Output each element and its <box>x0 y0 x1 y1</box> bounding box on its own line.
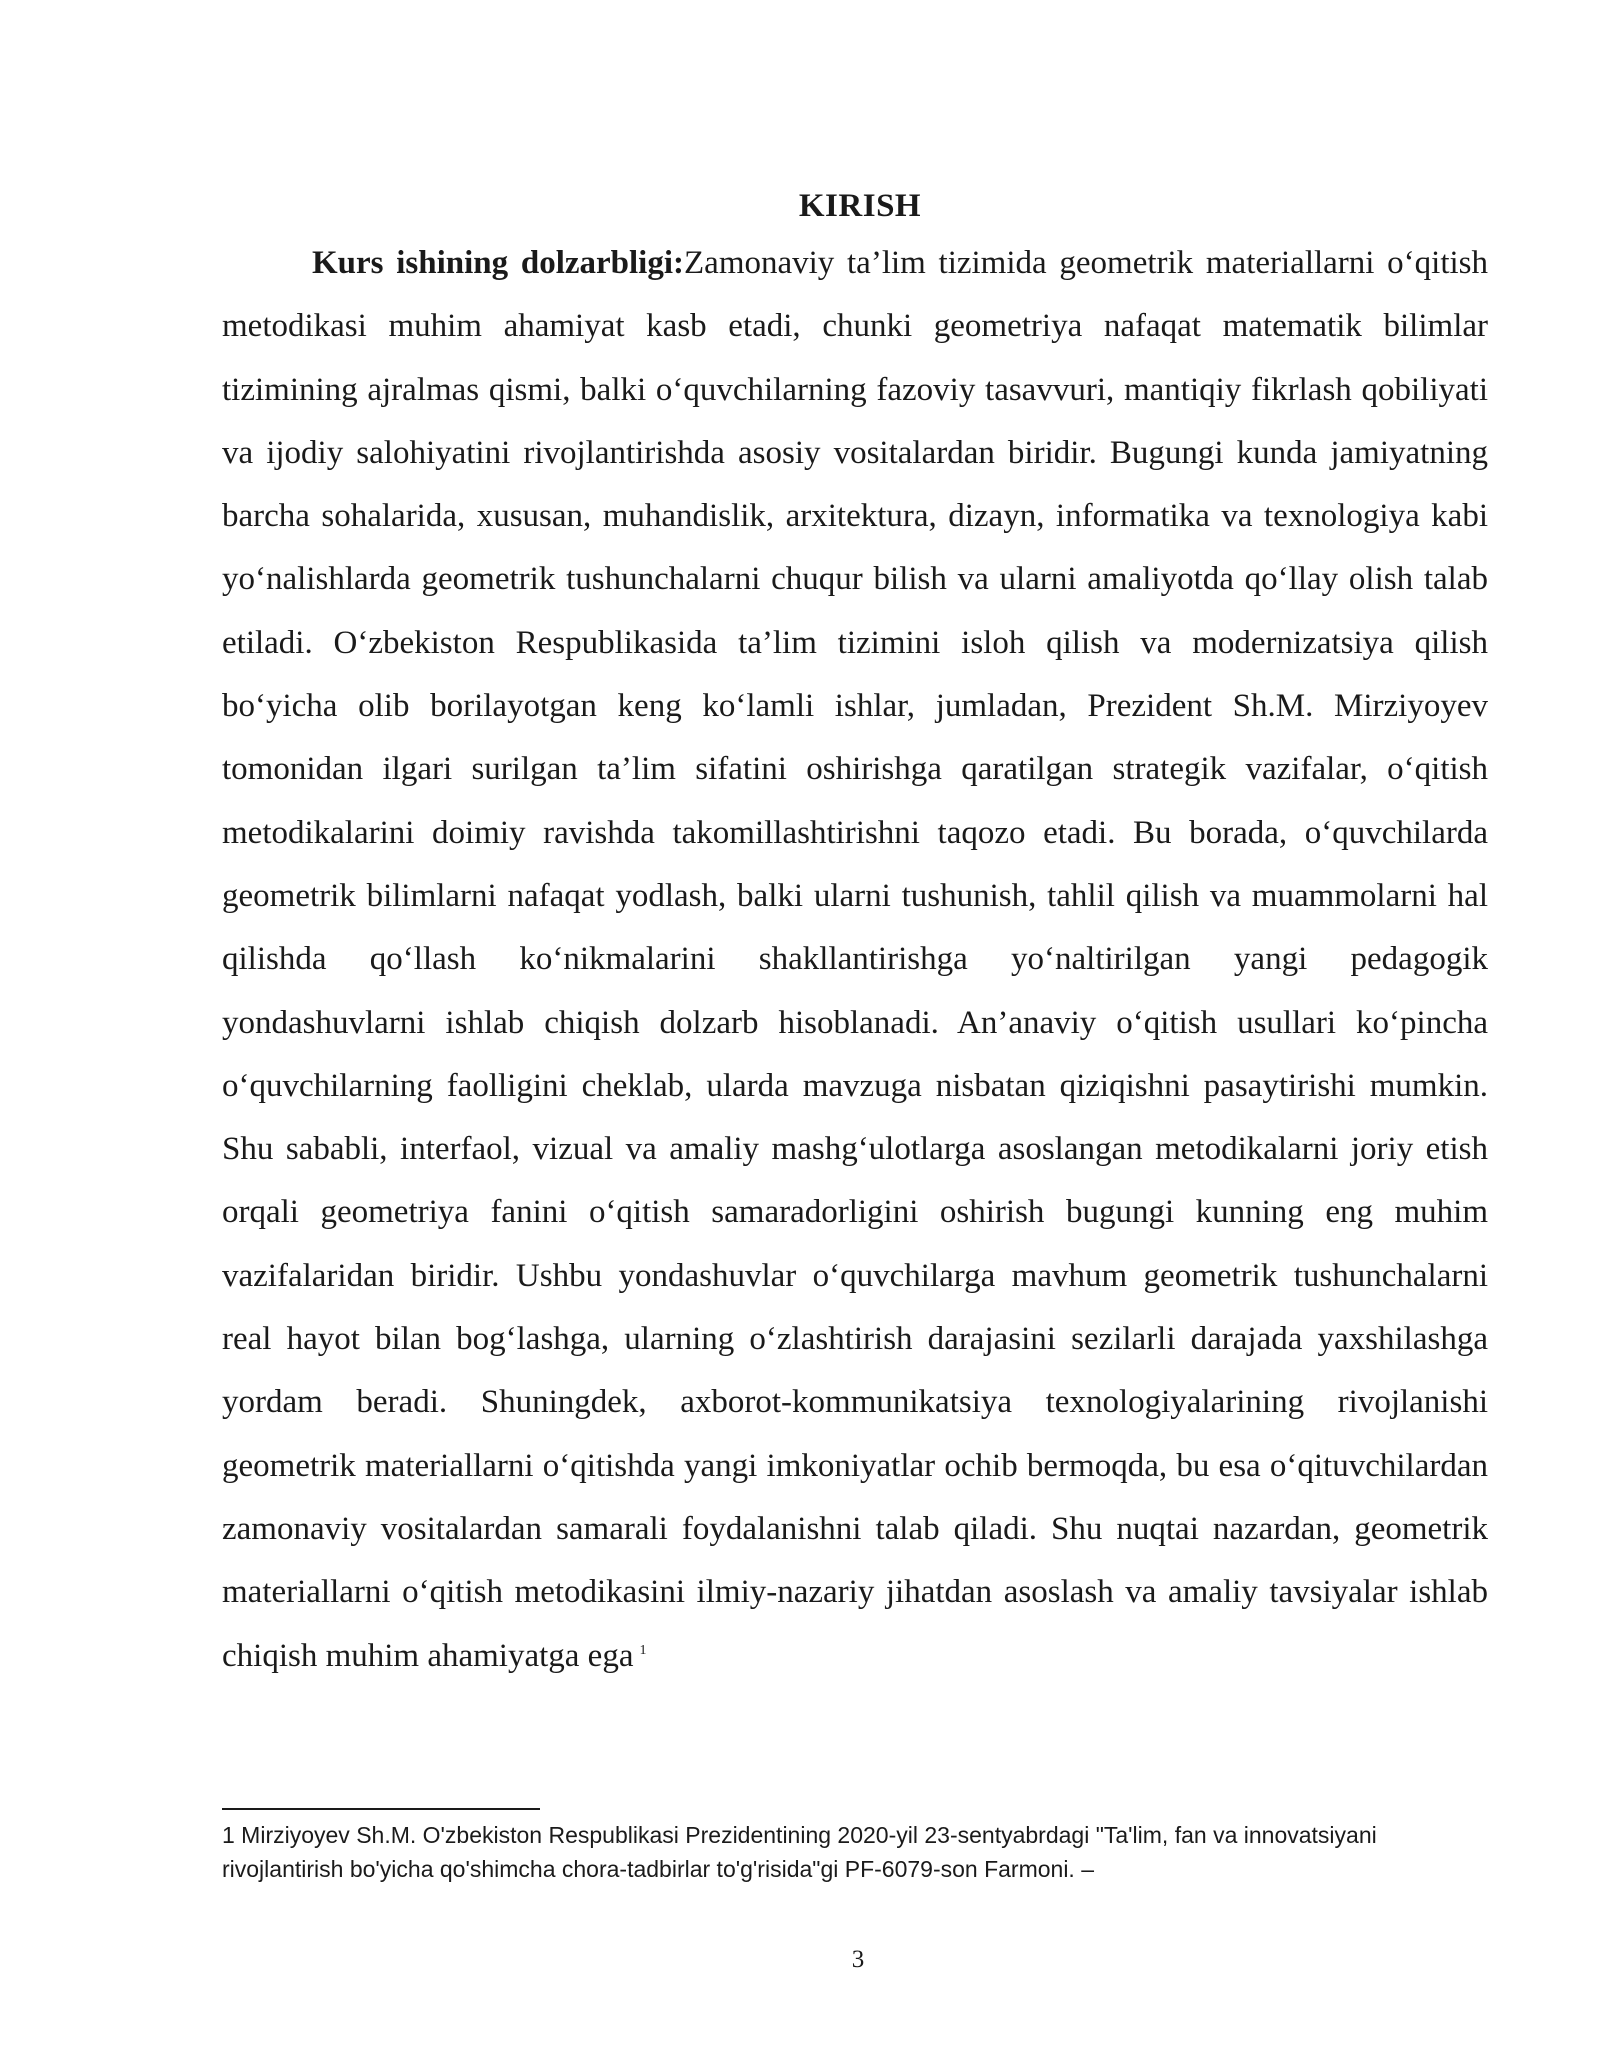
body-paragraph <box>222 232 1488 1688</box>
page-number: 3 <box>851 1946 865 1973</box>
footnote-separator <box>222 1808 540 1810</box>
paragraph-text: Zamonaviy ta’lim tizimida geometrik materiallarni o‘qitish metodikasi muhim ahamiyat kasb etadi, chunki geometriya nafaqat matematik bilimlar tizimining ajralmas qismi, balki o‘quvchilarning fazoviy tasavvuri, mantiqiy fikrlash qobiliyati va ijodiy salohiyatini rivojlantirishda asosiy vositalardan biridir. Bugungi kunda jamiyatning barcha sohalarida, xususan, muhandislik, arxitektura, dizayn, informatika va texnologiya kabi yo‘nalishlarda geometrik tushunchalarni chuqur bilish va ularni amaliyotda qo‘llay olish talab etiladi. O‘zbekiston Respublikasida ta’lim tizimini isloh qilish va modernizatsiya qilish bo‘yicha olib borilayotgan keng ko‘lamli ishlar, jumladan, Prezident Sh.M. Mirziyoyev tomonidan ilgari surilgan ta’lim sifatini oshirishga qaratilgan strategik vazifalar, o‘qitish metodikalarini doimiy ravishda takomillashtirishni taqozo etadi. Bu borada, o‘quvchilarda geometrik bilimlarni nafaqat yodlash, balki ularni tushunish, tahlil qilish va muammolarni hal qilishda qo‘llash ko‘nikmalarini shakllantirishga yo‘naltirilgan yangi pedagogik yondashuvlarni ishlab chiqish dolzarb hisoblanadi. An’anaviy o‘qitish usullari ko‘pincha o‘quvchilarning faolligini cheklab, ularda mavzuga nisbatan qiziqishni pasaytirishi mumkin. Shu sababli, interfaol, vizual va amaliy mashg‘ulotlarga asoslangan metodikalarni joriy etish orqali geometriya fanini o‘qitish samaradorligini oshirish bugungi kunning eng muhim vazifalaridan biridir. Ushbu yondashuvlar o‘quvchilarga mavhum geometrik tushunchalarni real hayot bilan bog‘lashga, ularning o‘zlashtirish darajasini sezilarli darajada yaxshilashga yordam beradi. Shuningdek, axborot-kommunikatsiya texnologiyalarining rivojlanishi geometrik materiallarni o‘qitishda yangi imkoniyatlar ochib bermoqda, bu esa o‘qituvchilardan zamonaviy vositalardan samarali foydalanishni talab qiladi. Shu nuqtai nazardan, geometrik materiallarni o‘qitish metodikasini ilmiy-nazariy jihatdan asoslash va amaliy tavsiyalar ishlab chiqish muhim ahamiyatga ega <box>222 245 1489 1674</box>
paragraph-lead: Kurs ishining dolzarbligi: <box>312 245 685 281</box>
footnote-reference[interactable]: 1 <box>639 1642 647 1658</box>
section-heading: KIRISH <box>798 188 922 224</box>
footnote: 1 Mirziyoyev Sh.M. O'zbekiston Respublikasi Prezidentining 2020-yil 23-sentyabrdagi "Ta'lim, fan va innovatsiyani rivojlantirish bo'yicha qo'shimcha chora-tadbirlar to'g'risida"gi PF-6079-son Farmoni. – <box>222 1822 1377 1882</box>
